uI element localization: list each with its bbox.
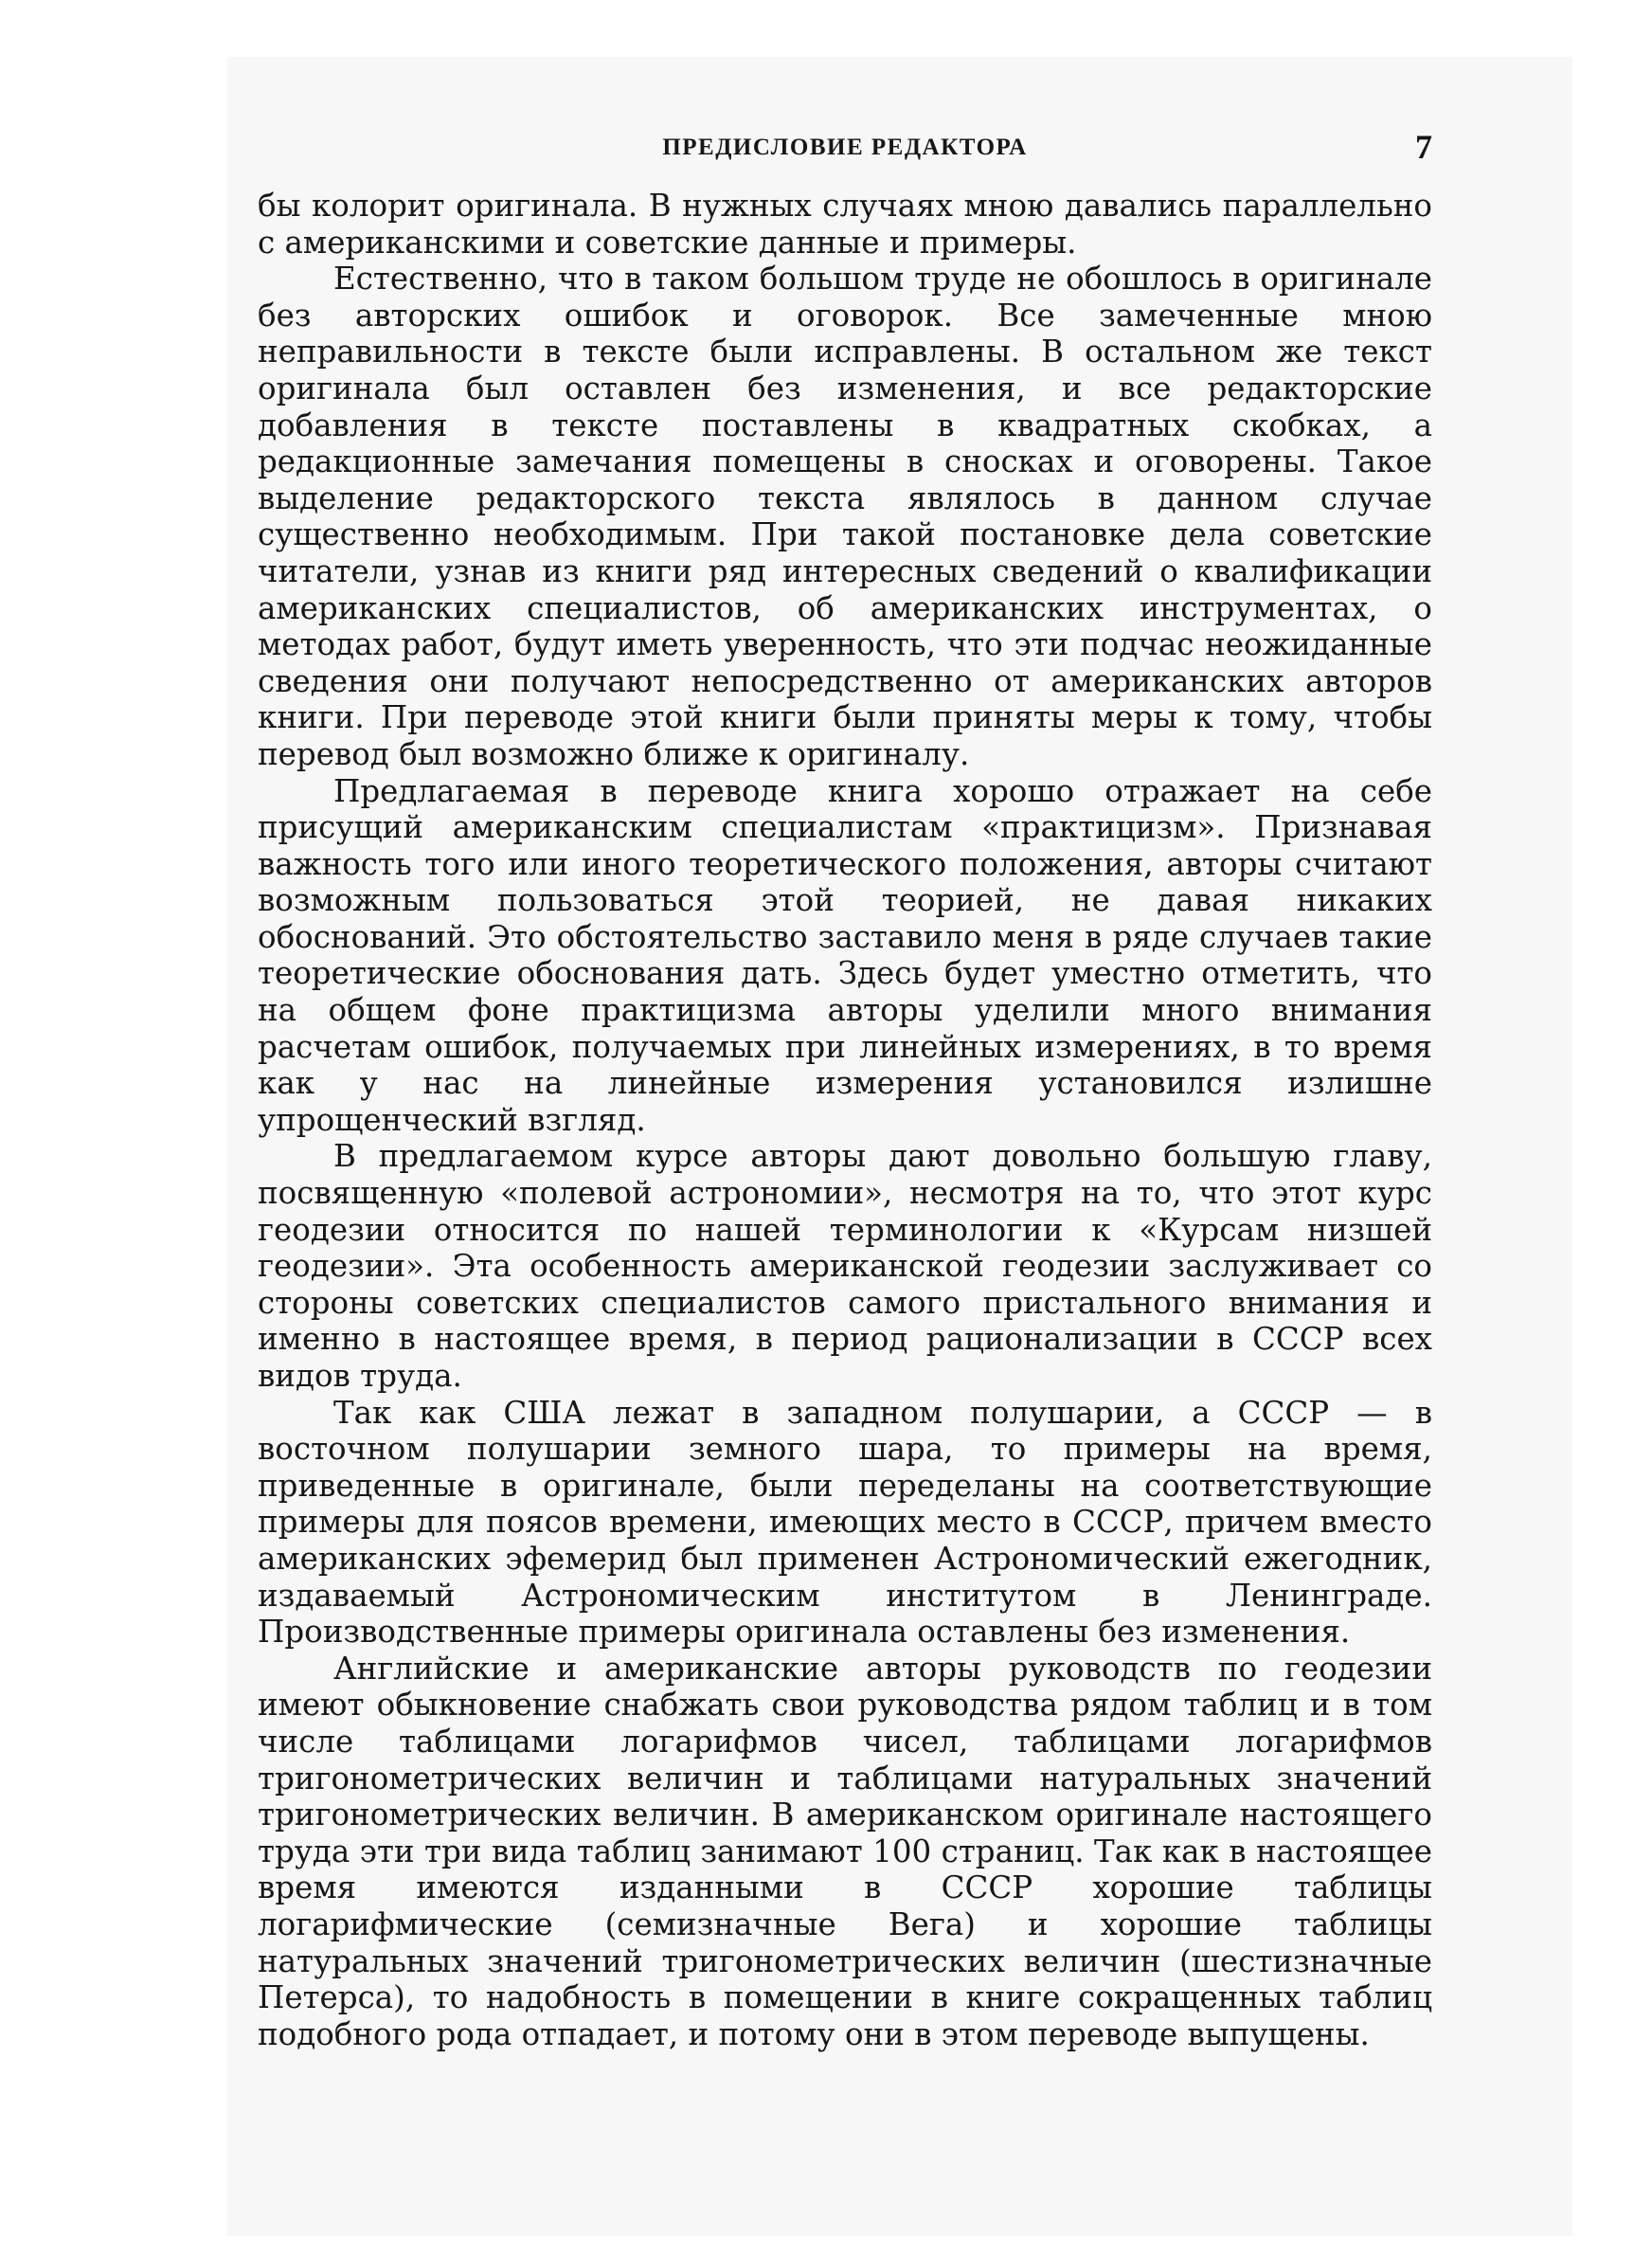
paragraph-field-astronomy: В предлагаемом курсе авторы дают довольно большую главу, посвященную «полевой астрономии», несмотря на то, что этот курс геодезии относится по нашей терминологии к «Курсам низшей геодезии». Эта особенность американской геодезии заслуживает со стороны советских специалистов самого пристального внимания и именно в настоящее время, в период рационализации в СССР всех видов труда. [258, 1138, 1432, 1394]
paragraph-tables: Английские и американские авторы руководств по геодезии имеют обыкновение снабжать свои руководства рядом таблиц и в том числе таблицами логарифмов чисел, таблицами логарифмов тригонометрических величин и таблицами натуральных значений тригонометрических величин. В американском оригинале настоящего труда эти три вида таблиц занимают 100 страниц. Так как в настоящее время имеются изданными в СССР хорошие таблицы логарифмические (семизначные Вега) и хорошие таблицы натуральных значений тригонометрических величин (шестизначные Петерса), то надобность в помещении в книге сокращенных таблиц подобного рода отпадает, и потому они в этом переводе выпущены. [258, 1650, 1432, 2052]
paragraph-time-zones: Так как США лежат в западном полушарии, а СССР — в восточном полушарии земного шара, то примеры на время, приведенные в оригинале, были переделаны на соответствующие примеры для поясов времени, имеющих место в СССР, причем вместо американских эфемерид был применен Астрономический ежегодник, издаваемый Астрономическим институтом в Ленинграде. Производственные примеры оригинала оставлены без изменения. [258, 1394, 1432, 1651]
paragraph-continuation: бы колорит оригинала. В нужных случаях мною давались параллельно с американскими и советские данные и примеры. [258, 188, 1432, 261]
running-header [258, 123, 1432, 169]
paragraph-errata: Естественно, что в таком большом труде не обошлось в оригинале без авторских ошибок и оговорок. Все замеченные мною неправильности в тексте были исправлены. В остальном же текст оригинала был оставлен без изменения, и все редакторские добавления в тексте поставлены в квадратных скобках, а редакционные замечания помещены в сносках и оговорены. Такое выделение редакторского текста являлось в данном случае существенно необходимым. При такой постановке дела советские читатели, узнав из книги ряд интересных сведений о квалификации американских специалистов, об американских инструментах, о методах работ, будут иметь уверенность, что эти подчас неожиданные сведения они получают непосредственно от американских авторов книги. При переводе этой книги были приняты меры к тому, чтобы перевод был возможно ближе к оригиналу. [258, 261, 1432, 772]
paragraph-practicality: Предлагаемая в переводе книга хорошо отражает на себе присущий американским специалистам «практицизм». Признавая важность того или иного теоретического положения, авторы считают возможным пользоваться этой теорией, не давая никаких обоснований. Это обстоятельство заставило меня в ряде случаев такие теоретические обоснования дать. Здесь будет уместно отметить, что на общем фоне практицизма авторы уделили много внимания расчетам ошибок, получаемых при линейных измерениях, в то время как у нас на линейные измерения установился излишне упрощенческий взгляд. [258, 772, 1432, 1138]
page-number: 7 [1415, 128, 1432, 166]
book-page [258, 123, 1432, 2052]
running-title: ПРЕДИСЛОВИЕ РЕДАКТОРА [662, 135, 1028, 160]
body-text [258, 188, 1432, 2052]
